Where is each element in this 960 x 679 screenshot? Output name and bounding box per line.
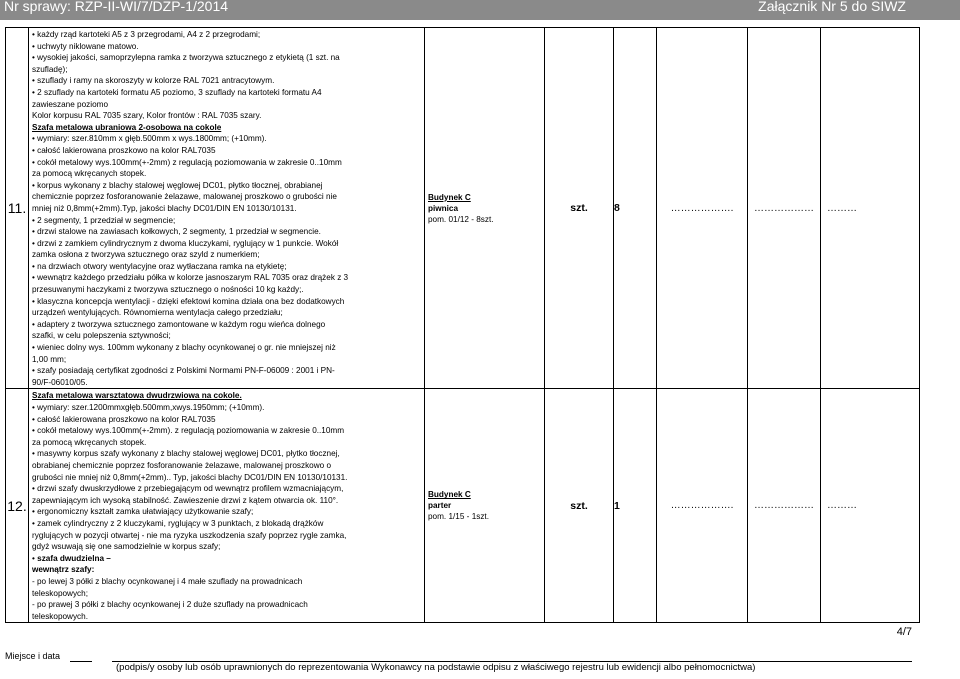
description-text: szafa dwudzielna – (37, 553, 111, 563)
description-text: urządzeń wentylujących. Równomierna wentylacja całego przedziału; (32, 308, 283, 318)
description-line (32, 437, 421, 449)
description-line (32, 377, 421, 389)
description-line (32, 472, 421, 484)
item-description (29, 28, 425, 389)
page-header (0, 0, 960, 20)
location-building: Budynek C (428, 490, 471, 500)
net-value-blank: ……………… (748, 28, 821, 389)
description-line (32, 553, 421, 565)
description-line (32, 483, 421, 495)
place-line (70, 661, 92, 662)
description-line (32, 52, 421, 64)
description-line (32, 284, 421, 296)
description-line (32, 87, 421, 99)
description-text: szafki, w celu polepszenia sztywności; (32, 331, 171, 341)
item-description (29, 389, 425, 623)
description-text: - po lewej 3 półki z blachy ocynkowanej i 4 małe szuflady na prowadnicach (32, 576, 303, 586)
description-text: za pomocą wkręcanych stopek. (32, 437, 147, 447)
unit-price-blank: ………………. (657, 28, 748, 389)
description-line (32, 145, 421, 157)
row-number: 12. (6, 389, 29, 623)
description-text: • 2 segmenty, 1 przedział w segmencie; (32, 215, 176, 225)
description-line (32, 425, 421, 437)
description-text: - po prawej 3 półki z blachy ocynkowanej i 2 duże szuflady na prowadnicach (32, 600, 308, 610)
description-line (32, 249, 421, 261)
description-line (32, 191, 421, 203)
description-text: zawieszane poziomo (32, 99, 109, 109)
description-line (32, 599, 421, 611)
unit-of-measure: szt. (545, 389, 614, 623)
description-text: chemicznie poprzez fosforanowanie żelazawe, malowanej proszkowo o grubości nie (32, 192, 337, 202)
net-value-blank: ……………… (748, 389, 821, 623)
description-line (32, 272, 421, 284)
description-line (32, 110, 421, 122)
description-line (32, 157, 421, 169)
description-line (32, 564, 421, 576)
description-text: • wieniec dolny wys. 100mm wykonany z blachy ocynkowanej o gr. nie mniejszej niż (32, 343, 336, 353)
description-text: • drzwi szafy dwuskrzydłowe z przebiegającym od wewnątrz profilem wzmacniającym, (32, 484, 344, 494)
description-text: 1,00 mm; (32, 354, 67, 364)
gross-value-blank: ……… (821, 389, 920, 623)
description-text: • wymiary: szer.1200mmxgłęb.500mm,xwys.1950mm; (+10mm). (32, 403, 265, 412)
table-row (6, 28, 920, 389)
description-text: • 2 szuflady na kartoteki formatu A5 poziomo, 3 szuflady na kartoteki formatu A4 (32, 87, 322, 97)
description-text: gdyż wsuwają się one samodzielnie w korpus szafy; (32, 542, 221, 552)
description-line (32, 354, 421, 366)
description-text: zamka osłona z tworzywa sztucznego oraz szyld z numerkiem; (32, 250, 260, 260)
unit-price-blank: ………………. (657, 389, 748, 623)
description-line (32, 75, 421, 87)
description-text: • wymiary: szer.810mm x głęb.500mm x wys.1800mm; (+10mm). (32, 134, 267, 144)
quantity: 1 (614, 389, 657, 623)
description-text: • wewnątrz każdego przedziału półka w kolorze jasnoszarym RAL 7035 oraz drążek z 3 (32, 273, 349, 283)
description-text: przesuwanymi haczykami z tworzywa sztucznego o nośności 10 kg każdy;. (32, 285, 304, 295)
description-text: • szafy posiadają certyfikat zgodności z Polskimi Normami PN-F-06009 : 2001 i PN- (32, 366, 335, 376)
description-text: obrabianej chemicznie poprzez fosforanowanie żelazawe, malowanej proszkowo o (32, 460, 332, 470)
description-text: • drzwi z zamkiem cylindrycznym z dwoma kluczykami, ryglujący w 1 punkcie. Wokół (32, 238, 339, 248)
description-text: teleskopowych; (32, 588, 88, 598)
case-number: Nr sprawy: RZP-II-WI/7/DZP-1/2014 (4, 0, 229, 14)
description-text: teleskopowych. (32, 611, 88, 621)
location-room: pom. 01/12 - 8szt. (428, 214, 494, 224)
description-line (32, 122, 421, 134)
description-line (32, 506, 421, 518)
item-location (425, 28, 545, 389)
description-text: mniej niż 0,8mm(+2mm).Typ, jakości blachy DC01/DIN EN 10130/10131. (32, 203, 297, 213)
description-line (32, 296, 421, 308)
description-text: • cokół metalowy wys.100mm(+-2mm). z regulacją poziomowania w zakresie 0..10mm (32, 426, 345, 436)
description-line (32, 495, 421, 507)
description-text: • ergonomiczny kształt zamka ułatwiający użytkowanie szafy; (32, 507, 254, 517)
description-text: • masywny korpus szafy wykonany z blachy stalowej węglowej DC01, płytko tłocznej, (32, 449, 340, 459)
description-text: • na drzwiach otwory wentylacyjne oraz wytłaczana ramka na etykietę; (32, 261, 287, 271)
description-text: wewnątrz szafy: (32, 565, 95, 575)
description-text: Kolor korpusu RAL 7035 szary, Kolor frontów : RAL 7035 szary. (32, 111, 262, 121)
place-and-date-label: Miejsce i data (5, 651, 61, 661)
location-building: Budynek C (428, 192, 471, 202)
description-line (32, 541, 421, 553)
location-floor: piwnica (428, 203, 459, 213)
description-text: • korpus wykonany z blachy stalowej węglowej DC01, płytko tłocznej, obrabianej (32, 180, 323, 190)
description-line (32, 238, 421, 250)
description-text: • każdy rząd kartoteki A5 z 3 przegrodami, A4 z 2 przegrodami; (32, 30, 261, 39)
description-line (32, 215, 421, 227)
location-floor: parter (428, 501, 452, 511)
item-location (425, 389, 545, 623)
description-text: szufladę); (32, 64, 68, 74)
description-line (32, 342, 421, 354)
description-line (32, 29, 421, 41)
description-text: Szafa metalowa ubraniowa 2-osobowa na cokole (32, 122, 222, 132)
description-text: Szafa metalowa warsztatowa dwudrzwiowa na cokole. (32, 391, 242, 401)
description-text: • wysokiej jakości, samoprzylepna ramka z tworzywa sztucznego z etykietą (1 szt. na (32, 53, 340, 63)
signature-caption: (podpis/y osoby lub osób uprawnionych do reprezentowania Wykonawcy na podstawie odpisu z właściwego rejestru lub ewidencji albo pełnomocnictwa) (116, 662, 756, 673)
annex-label: Załącznik Nr 5 do SIWZ (758, 0, 906, 14)
description-line (32, 168, 421, 180)
description-text: • (32, 553, 38, 563)
description-text: 90/F-06010/05. (32, 377, 88, 387)
description-line (32, 99, 421, 111)
description-line (32, 530, 421, 542)
description-text: • całość lakierowana proszkowo na kolor RAL7035 (32, 145, 216, 155)
description-line (32, 226, 421, 238)
description-line (32, 576, 421, 588)
description-line (32, 180, 421, 192)
description-line (32, 203, 421, 215)
description-line (32, 319, 421, 331)
description-text: • uchwyty niklowane matowo. (32, 41, 139, 51)
row-number: 11. (6, 28, 29, 389)
quantity: 8 (614, 28, 657, 389)
description-line (32, 448, 421, 460)
description-text: • szuflady i ramy na skoroszyty w kolorze RAL 7021 antracytowym. (32, 76, 275, 86)
description-text: • drzwi stalowe na zawiasach kołkowych, 2 segmenty, 1 przedział w segmencie. (32, 227, 321, 237)
location-room: pom. 1/15 - 1szt. (428, 512, 489, 522)
page-number: 4/7 (896, 626, 912, 638)
description-text: ryglujących w pozycji otwartej - nie ma ryzyka uszkodzenia szafy poprzez rygle zamka, (32, 530, 347, 540)
gross-value-blank: ……… (821, 28, 920, 389)
table-row (6, 389, 920, 623)
description-line (32, 261, 421, 273)
description-line (32, 64, 421, 76)
description-text: zapewniającym ich wysoką stabilność. Zawieszenie drzwi z kątem otwarcia ok. 110°. (32, 495, 339, 505)
description-line (32, 402, 421, 414)
description-line (32, 365, 421, 377)
description-text: • cokół metalowy wys.100mm(+-2mm) z regulacją poziomowania w zakresie 0..10mm (32, 157, 342, 167)
description-text: • całość lakierowana proszkowo na kolor RAL7035 (32, 414, 216, 424)
description-line (32, 588, 421, 600)
unit-of-measure: szt. (545, 28, 614, 389)
description-text: za pomocą wkręcanych stopek. (32, 169, 147, 179)
description-line (32, 330, 421, 342)
items-table (5, 27, 920, 623)
description-line (32, 390, 421, 402)
description-text: • klasyczna koncepcja wentylacji - dzięki efektowi komina działa ona bez dodatkowych (32, 296, 345, 306)
description-line (32, 414, 421, 426)
description-text: • zamek cylindryczny z 2 kluczykami, ryglujący w 3 punktach, z blokadą drążków (32, 518, 324, 528)
description-line (32, 518, 421, 530)
description-line (32, 41, 421, 53)
description-line (32, 133, 421, 145)
description-line (32, 307, 421, 319)
description-text: • adaptery z tworzywa sztucznego zamontowane w każdym rogu wieńca dolnego (32, 319, 326, 329)
description-line (32, 611, 421, 623)
description-text: grubości nie mniej niż 0,8mm(+2mm).. Typ, jakości blachy DC01/DIN EN 10130/10131. (32, 472, 348, 482)
description-line (32, 460, 421, 472)
